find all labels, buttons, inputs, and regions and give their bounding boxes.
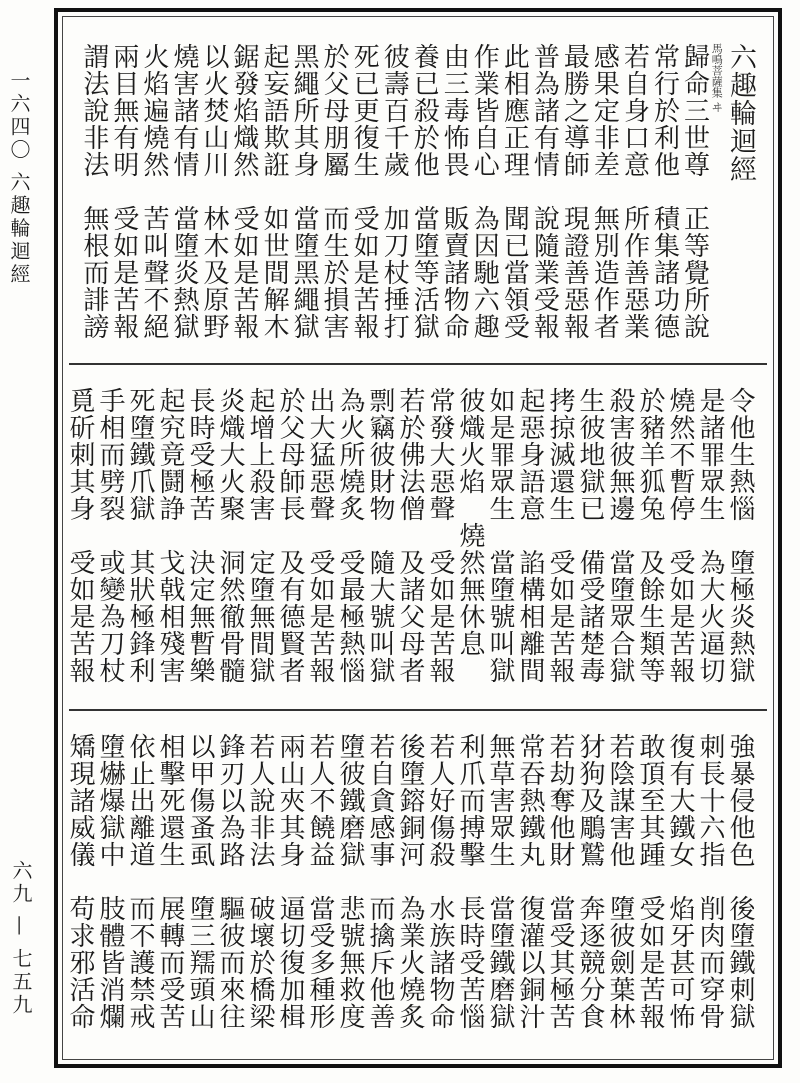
verse-column: 是諸罪眾生 為大火逼切 [695,387,725,684]
verse-column: 此相應正理 聞已當領受 [499,43,530,340]
panel-top [69,23,767,365]
verse-column: 犲狗及鵰鷲 奔逐競分食 [575,733,605,1030]
verse-column: 敢頂至其踵 受如是苦報 [635,733,665,1030]
verse-column: 令他生熱惱 墮極炎熱獄 [725,387,755,684]
verse-column: 相擊死還生 展轉而受苦 [155,733,185,1030]
verse-column: 常行於利他 積集諸功德 [649,43,680,340]
verse-column: 後墮鎔銅河 為業火燒炙 [395,733,425,1030]
verse-column: 若自貪感事 而擒斥他善 [365,733,395,1030]
verse-column: 謂法說非法 無根而誹謗 [78,43,109,340]
verse-column: 炎熾大火聚 洞然徹骨髓 [215,387,245,684]
panel-middle [65,367,767,711]
verse-column: 常吞熱鐵丸 復灌以銅汁 [515,733,545,1030]
verse-column: 若自身口意 所作善惡業 [619,43,650,340]
verse-column: 於父母師長 及有德賢者 [275,387,305,684]
verse-column: 鋒刃以為路 驅彼而來往 [215,733,245,1030]
page-frame [54,8,782,1068]
panel-columns [65,387,755,703]
panel-columns [65,733,755,1059]
verse-column: 歸命三世尊 正等覺所說 [679,43,710,340]
verse-column: 如是罪眾生 當墮號叫獄 [485,387,515,684]
verse-column: 若人好傷殺 水族諸物命 [425,733,455,1030]
verse-column: 兩山夾其身 逼切復加楫 [275,733,305,1030]
verse-column: 生彼地獄已 備受諸楚毒 [575,387,605,684]
verse-column: 常發大惡聲 受如是苦報 [425,387,455,684]
verse-column: 燒害諸有情 當墮炎熱獄 [168,43,199,340]
verse-column: 普為諸有情 說隨業受報 [529,43,560,340]
verse-column: 起惡身語意 諂構相離間 [515,387,545,684]
verse-column: 彼熾火焰 燒然無休息 [455,387,485,657]
verse-column: 以火焚山川 林木及原野 [199,43,230,340]
verse-column: 養已殺於他 當墮等活獄 [409,43,440,340]
verse-column: 鋸發焰熾然 受如是苦報 [229,43,260,340]
verse-column: 依止出離道 而不護禁戒 [125,733,155,1030]
scripture-title: 六趣輪迴經 [725,43,756,183]
verse-column: 剽竊彼財物 隨大號叫獄 [365,387,395,684]
verse-column: 最勝之導師 現證善惡報 [559,43,590,340]
verse-column: 手相而劈裂 或變為刀杖 [95,387,125,684]
verse-column: 死墮鐵爪獄 其狀極鋒利 [125,387,155,684]
verse-column: 若陰謀害他 墮彼劍葉林 [605,733,635,1030]
verse-column: 無草害眾生 當墮鐵磨獄 [485,733,515,1030]
verse-column: 若人說非法 破壞於橋梁 [245,733,275,1030]
page-inner-frame [62,16,774,1060]
verse-column: 火焰遍燒然 苦叫聲不絕 [138,43,169,340]
verse-column: 復有大鐵女 焰牙甚可怖 [665,733,695,1030]
margin-top-label: 一六四〇 六趣輪迴經 [7,70,31,287]
verse-column: 墮爀爆獄中 肢體皆消爛 [95,733,125,1030]
panel-bottom [65,713,767,1065]
verse-column: 死已更復生 受如是苦報 [349,43,380,340]
verse-column: 刺長十六指 削肉而穿骨 [695,733,725,1030]
margin-page-number: 六九 — 七五九 [9,860,33,1017]
verse-column: 彼壽百千歲 加刀杖捶打 [379,43,410,340]
verse-column: 拷掠滅還生 受如是苦報 [545,387,575,684]
verse-column: 作業皆自心 為因馳六趣 [469,43,500,340]
verse-column: 於父母朋屬 而生於損害 [319,43,350,340]
side-margin [6,70,36,1060]
verse-column: 覓斫刺其身 受如是苦報 [65,387,95,684]
verse-column: 以甲傷蚤虱 墮三羺頭山 [185,733,215,1030]
verse-column: 矯現諸威儀 苟求邪活命 [65,733,95,1030]
verse-column: 起究竟鬪諍 戈戟相殘害 [155,387,185,684]
verse-column: 於豬羊狐兔 及餘生類等 [635,387,665,684]
verse-column: 由三毒怖畏 販賣諸物命 [439,43,470,340]
verse-column: 墮彼鐵磨獄 悲號無救度 [335,733,365,1030]
verse-column: 若劫奪他財 當受其極苦 [545,733,575,1030]
verse-column: 起妄語欺誑 如世間解木 [259,43,290,340]
panel-columns [79,43,755,357]
verse-column: 燒然不暫停 受如是苦報 [665,387,695,684]
verse-column: 若於佛法僧 及諸父母者 [395,387,425,684]
verse-column: 兩目無有明 受如是苦報 [108,43,139,340]
verse-column: 黑繩所其身 當墮黑繩獄 [289,43,320,340]
verse-column: 強暴侵他色 後墮鐵刺獄 [725,733,755,1030]
verse-column: 殺害彼無邊 當墮眾合獄 [605,387,635,684]
verse-column: 起增上殺害 定墮無間獄 [245,387,275,684]
verse-column: 利爪而搏擊 長時受苦惱 [455,733,485,1030]
verse-column: 為火所燒炙 受最極熱惱 [335,387,365,684]
verse-column: 長時受極苦 決定無暫樂 [185,387,215,684]
verse-column: 出大猛惡聲 受如是苦報 [305,387,335,684]
verse-column: 若人不饒益 當受多種形 [305,733,335,1030]
author-note: 馬鳴菩薩集 ヰ [710,43,724,113]
verse-column: 感果定非差 無別造作者 [589,43,620,340]
